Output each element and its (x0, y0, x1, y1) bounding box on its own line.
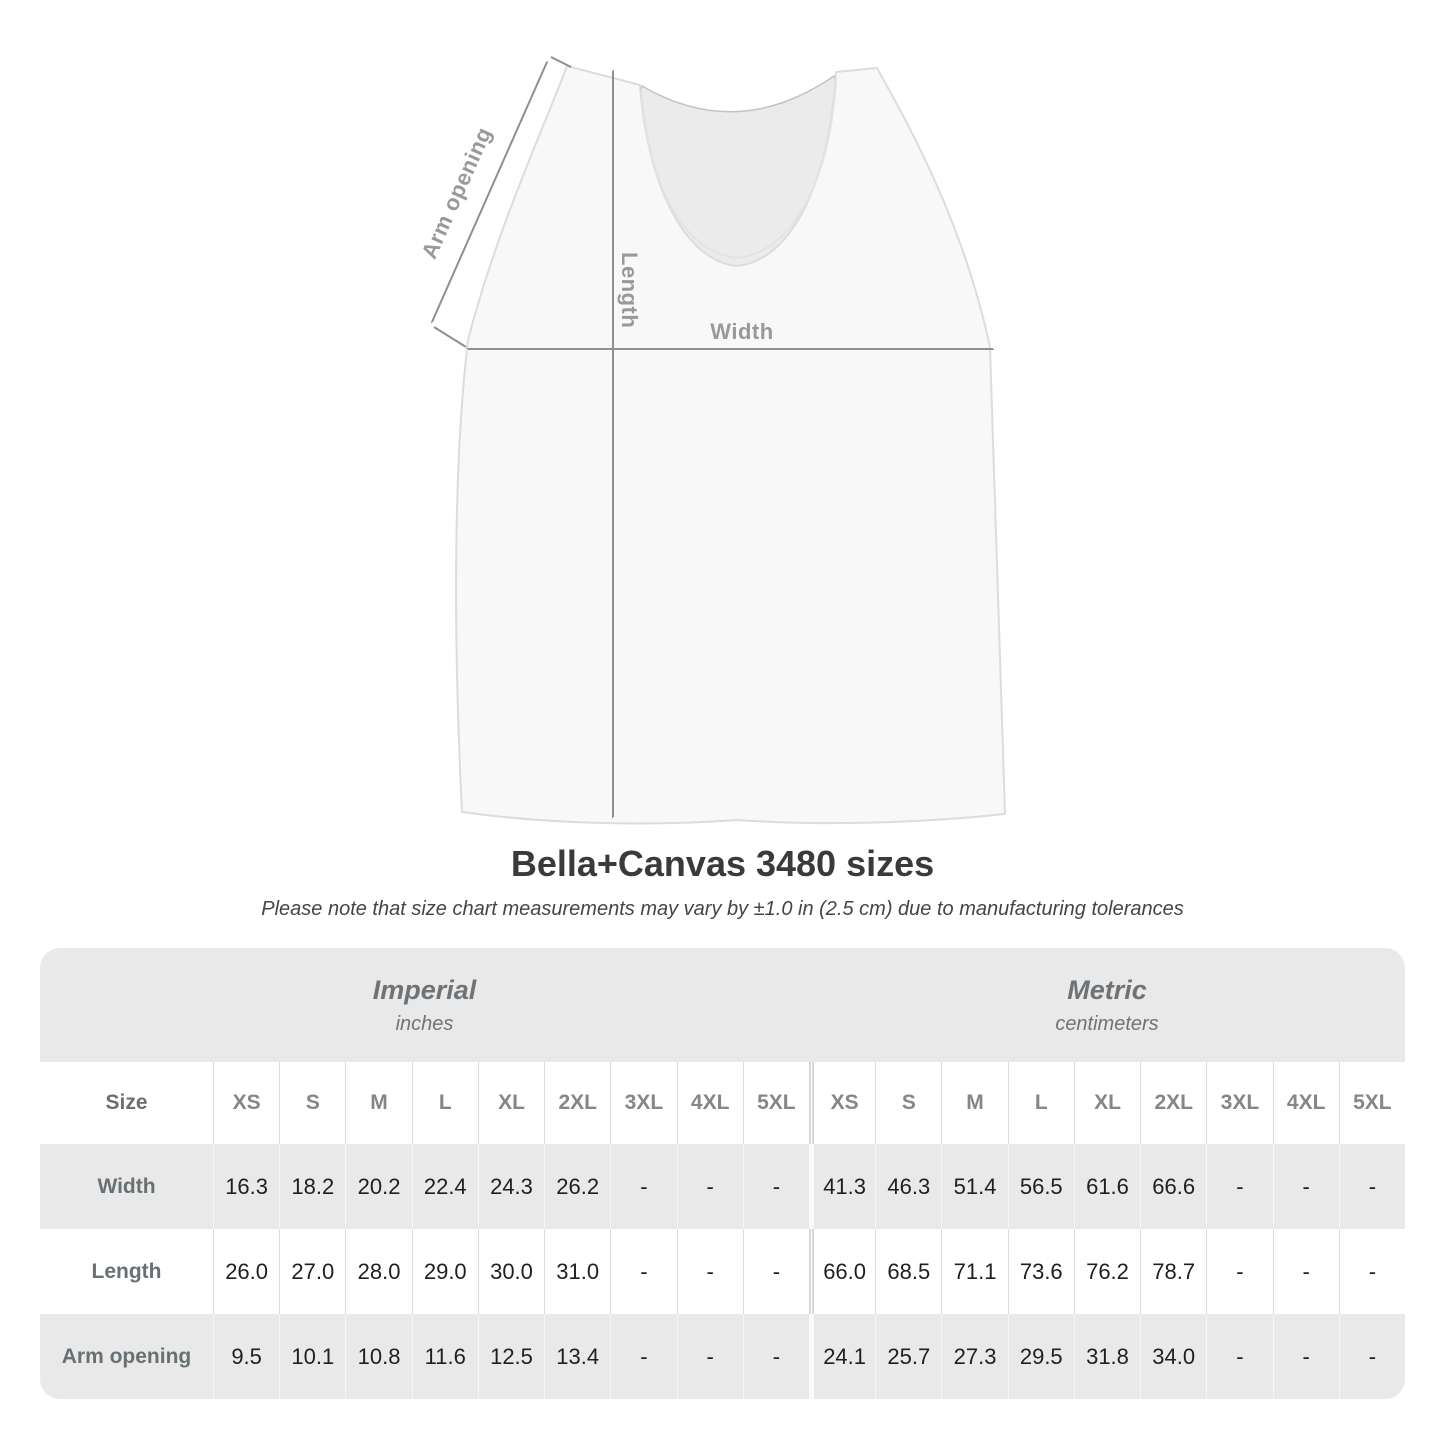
table-cell: - (610, 1144, 676, 1229)
arm-opening-connector-bottom (434, 327, 466, 347)
table-cell: 10.8 (345, 1314, 411, 1399)
table-cell: 10.1 (279, 1314, 345, 1399)
size-header-imperial-3xl: 3XL (610, 1062, 676, 1144)
table-cell: - (1339, 1144, 1405, 1229)
size-chart-table (40, 948, 1405, 1399)
size-header-imperial-4xl: 4XL (677, 1062, 743, 1144)
table-cell: - (743, 1229, 809, 1314)
table-cell: - (1273, 1314, 1339, 1399)
table-cell: - (677, 1144, 743, 1229)
table-cell: 34.0 (1140, 1314, 1206, 1399)
imperial-unit: inches (395, 1012, 454, 1035)
table-cell: 76.2 (1074, 1229, 1140, 1314)
size-header-metric-3xl: 3XL (1206, 1062, 1272, 1144)
table-cell: - (743, 1314, 809, 1399)
size-header-metric-xl: XL (1074, 1062, 1140, 1144)
table-cell: 30.0 (478, 1229, 544, 1314)
row-label: Arm opening (40, 1314, 213, 1399)
table-cell: 61.6 (1074, 1144, 1140, 1229)
arm-opening-label: Arm opening (416, 123, 497, 263)
size-header-metric-l: L (1008, 1062, 1074, 1144)
width-label: Width (710, 319, 774, 344)
table-cell: 41.3 (809, 1144, 875, 1229)
size-header-metric-xs: XS (809, 1062, 875, 1144)
table-cell: - (1339, 1229, 1405, 1314)
table-cell: 78.7 (1140, 1229, 1206, 1314)
table-cell: 13.4 (544, 1314, 610, 1399)
size-header-metric-5xl: 5XL (1339, 1062, 1405, 1144)
size-header-metric-2xl: 2XL (1140, 1062, 1206, 1144)
metric-label: Metric (1067, 974, 1147, 1005)
table-cell: 11.6 (412, 1314, 478, 1399)
table-cell: 16.3 (213, 1144, 279, 1229)
table-cell: - (677, 1314, 743, 1399)
table-cell: 9.5 (213, 1314, 279, 1399)
table-cell: 51.4 (941, 1144, 1007, 1229)
table-cell: - (610, 1314, 676, 1399)
arm-opening-connector-top (551, 57, 571, 67)
table-cell: 73.6 (1008, 1229, 1074, 1314)
table-cell: 24.3 (478, 1144, 544, 1229)
table-cell: 29.0 (412, 1229, 478, 1314)
tolerance-note: Please note that size chart measurements may vary by ±1.0 in (2.5 cm) due to manufacturing tolerances (261, 898, 1184, 920)
size-header-metric-s: S (875, 1062, 941, 1144)
table-cell: 66.0 (809, 1229, 875, 1314)
table-cell: 46.3 (875, 1144, 941, 1229)
table-cell: 31.8 (1074, 1314, 1140, 1399)
table-cell: 27.3 (941, 1314, 1007, 1399)
table-cell: 25.7 (875, 1314, 941, 1399)
table-cell: - (743, 1144, 809, 1229)
table-cell: 12.5 (478, 1314, 544, 1399)
length-label: Length (617, 252, 642, 329)
table-row-width (40, 1144, 1405, 1229)
page-title: Bella+Canvas 3480 sizes (510, 843, 935, 884)
unit-header-row (40, 948, 1405, 1062)
table-cell: 26.0 (213, 1229, 279, 1314)
table-cell: 22.4 (412, 1144, 478, 1229)
table-row-arm-opening (40, 1314, 1405, 1399)
table-cell: - (1206, 1314, 1272, 1399)
table-cell: - (677, 1229, 743, 1314)
table-cell: 56.5 (1008, 1144, 1074, 1229)
table-cell: 31.0 (544, 1229, 610, 1314)
table-cell: 29.5 (1008, 1314, 1074, 1399)
size-header-imperial-xs: XS (213, 1062, 279, 1144)
table-cell: 27.0 (279, 1229, 345, 1314)
table-cell: - (1206, 1229, 1272, 1314)
table-cell: - (610, 1229, 676, 1314)
imperial-header (40, 948, 809, 1062)
table-cell: 24.1 (809, 1314, 875, 1399)
table-cell: - (1273, 1144, 1339, 1229)
table-cell: 28.0 (345, 1229, 411, 1314)
table-cell: 71.1 (941, 1229, 1007, 1314)
table-cell: 68.5 (875, 1229, 941, 1314)
table-cell: - (1273, 1229, 1339, 1314)
size-header-metric-4xl: 4XL (1273, 1062, 1339, 1144)
row-label: Width (40, 1144, 213, 1229)
table-cell: - (1206, 1144, 1272, 1229)
size-header-imperial-2xl: 2XL (544, 1062, 610, 1144)
table-cell: 20.2 (345, 1144, 411, 1229)
table-cell: 66.6 (1140, 1144, 1206, 1229)
table-cell: 18.2 (279, 1144, 345, 1229)
table-cell: - (1339, 1314, 1405, 1399)
size-header-metric-m: M (941, 1062, 1007, 1144)
table-cell: 26.2 (544, 1144, 610, 1229)
size-header-imperial-l: L (412, 1062, 478, 1144)
row-label: Length (40, 1229, 213, 1314)
size-header-imperial-s: S (279, 1062, 345, 1144)
size-header-imperial-m: M (345, 1062, 411, 1144)
imperial-label: Imperial (372, 974, 477, 1005)
size-header-imperial-xl: XL (478, 1062, 544, 1144)
metric-header (809, 948, 1405, 1062)
size-header-imperial-5xl: 5XL (743, 1062, 809, 1144)
size-header-row (40, 1062, 1405, 1144)
table-row-length (40, 1229, 1405, 1314)
metric-unit: centimeters (1055, 1012, 1159, 1035)
size-column-header: Size (40, 1062, 213, 1144)
